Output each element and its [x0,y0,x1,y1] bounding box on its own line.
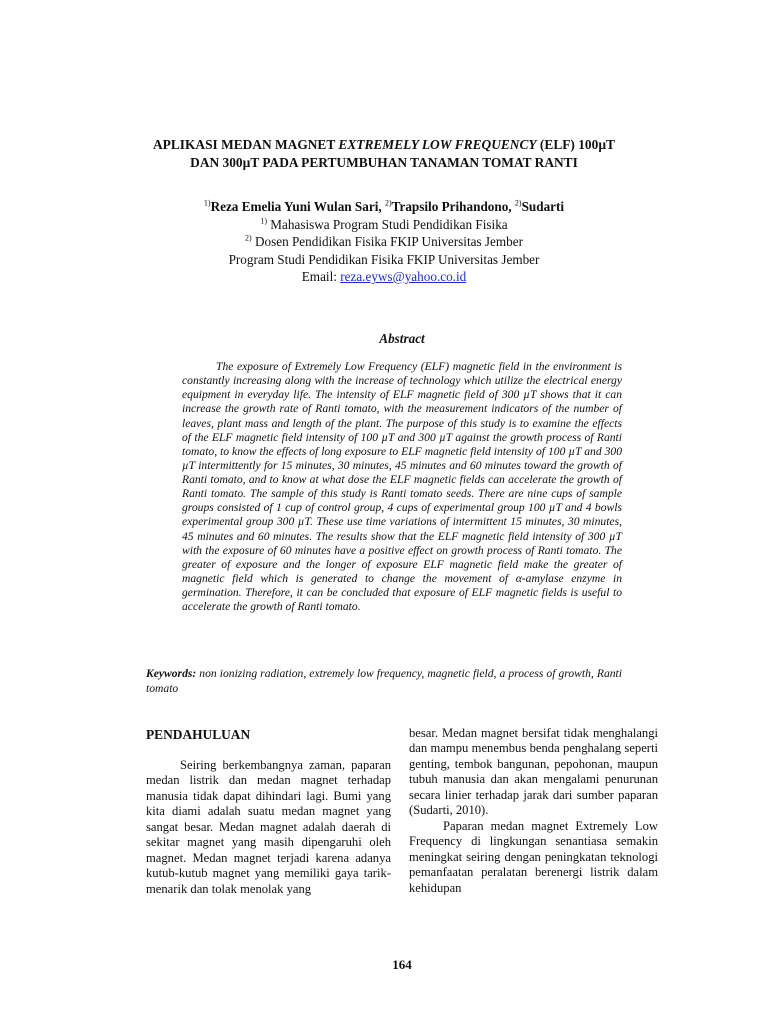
author-block [100,198,668,286]
title-line-2: DAN 300µT PADA PERTUMBUHAN TANAMAN TOMAT RANTI [190,155,578,170]
keywords-text: non ionizing radiation, extremely low frequency, magnetic field, a process of growth, Ranti tomato [146,667,622,695]
email-label: Email: [301,269,341,284]
body-paragraph: Seiring berkembangnya zaman, paparan medan listrik dan medan magnet terhadap manusia tidak dapat dihindari lagi. Bumi yang kita diami adalah suatu medan magnet yang sangat besar. Medan magnet adalah daerah di sekitar magnet yang masih dipengaruhi oleh magnet. Medan magnet terjadi karena adanya kutub-kutub magnet yang memiliki gaya tarik-menarik dan tolak menolak yang [146,758,391,896]
body-paragraph: Paparan medan magnet Extremely Low Frequency di lingkungan senantiasa semakin meningkat seiring dengan peningkatan teknologi pemanfaatan peralatan berenergi listrik dalam kehidupan [409,818,658,895]
title-part: (ELF) 100µT [536,137,615,152]
affiliation-text: Dosen Pendidikan Fisika FKIP Universitas Jember [251,234,523,249]
affiliation-superscript: 1) [260,216,267,226]
title-part: APLIKASI MEDAN MAGNET [153,137,339,152]
left-column [146,726,391,897]
abstract-text: The exposure of Extremely Low Frequency (ELF) magnetic field in the environment is constantly increasing along with the increase of technology which utilize the electrical energy equipment in everyday life. The intensity of ELF magnetic field of 300 µT shows that it can increase the growth rate of Ranti tomato, with the measurement indicators of the number of leaves, plant mass and length of the plant. The purpose of this study is to examine the effects of the ELF magnetic field intensity of 100 µT and 300 µT against the growth process of Ranti tomato, to know the effects of long exposure to ELF magnetic field intensity of 100 µT and 300 µT intermittently for 15 minutes, 30 minutes, 45 minutes and 60 minutes toward the growth of Ranti tomato, and to know at what dose the ELF magnetic fields can accelerate the growth of Ranti tomato. The sample of this study is Ranti tomato seeds. There are nine cups of sample groups consisted of 1 cup of control group, 4 cups of experimental group 100 µT and 4 bowls experimental group 300 µT. These use time variations of intermittent 15 minutes, 30 minutes, 45 minutes and 60 minutes. The results show that the ELF magnetic field intensity of 300 µT with the exposure of 60 minutes have a positive effect on growth process of Ranti tomato. The greater of exposure and the longer of exposure ELF magnetic field make the greater of magnetic field which is generated to change the movement of α-amylase enzyme in germination. Therefore, it can be concluded that exposure of ELF magnetic fields is useful to accelerate the growth of Ranti tomato. [182,360,622,614]
author-superscript: 2) [514,198,522,208]
page-number: 164 [392,957,412,972]
affiliation-superscript: 2) [245,233,252,243]
body-paragraph: besar. Medan magnet bersifat tidak menghalangi dan mampu menembus benda penghalang seperti genting, tembok bangunan, pepohonan, maupun tubuh manusia dan akan mengalami penurunan secara linier terhadap jarak dari sumber paparan (Sudarti, 2010). [409,726,658,818]
affiliation-1 [100,216,668,234]
section-heading-pendahuluan: PENDAHULUAN [146,727,251,742]
author-superscript: 1) [203,198,211,208]
affiliation-2 [100,233,668,251]
title-italic-part: EXTREMELY LOW FREQUENCY [338,137,537,152]
paper-title [100,136,668,172]
author-name: Reza Emelia Yuni Wulan Sari, [210,199,385,214]
author-name: Trapsilo Prihandono, [391,199,515,214]
affiliation-text: Mahasiswa Program Studi Pendidikan Fisika [267,216,508,232]
email-line [100,268,668,286]
right-column [409,726,658,896]
email-link[interactable]: reza.eyws@yahoo.co.id [340,269,467,284]
keywords-label: Keywords: [146,667,197,680]
affiliation-3: Program Studi Pendidikan Fisika FKIP Universitas Jember [228,251,540,267]
abstract-heading: Abstract [379,331,425,346]
author-name: Sudarti [521,199,565,214]
title-line-1 [100,136,668,154]
author-line [100,198,668,216]
keywords [146,666,622,696]
author-superscript: 2) [384,198,392,208]
